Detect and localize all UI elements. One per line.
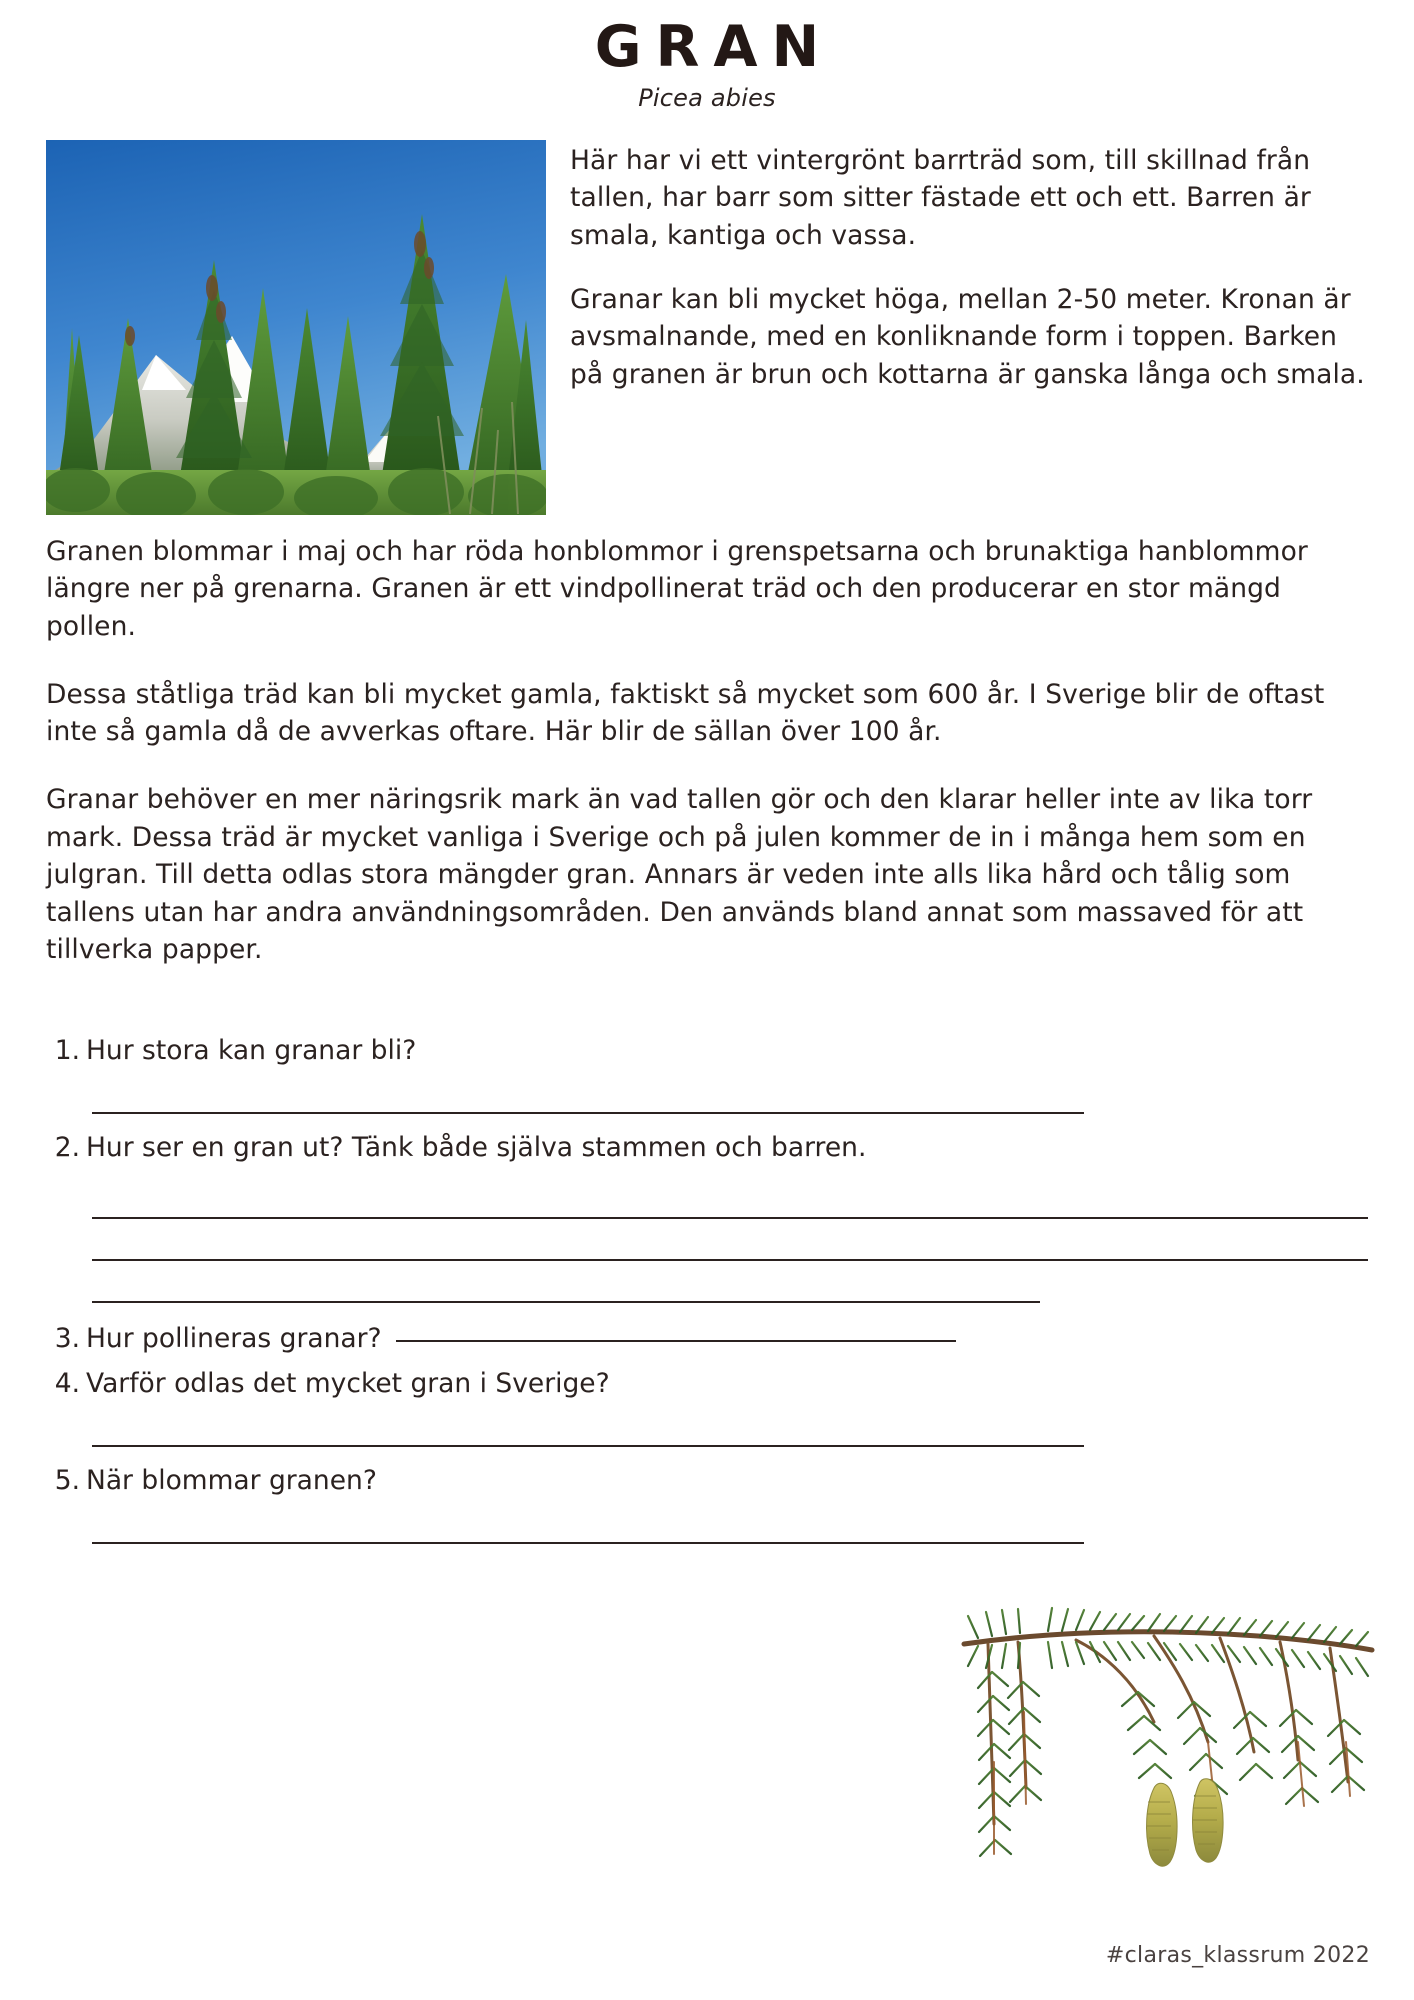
page-title: GRAN <box>594 14 834 80</box>
question-number-4: 4. <box>54 1368 80 1400</box>
answer-line-3-inline[interactable] <box>396 1340 956 1342</box>
question-number-3: 3. <box>54 1323 80 1355</box>
body-paragraph-4: Dessa ståtliga träd kan bli mycket gamla, faktiskt så mycket som 600 år. I Sverige blir de oftast inte så gamla då de avverkas oftare. Här blir de sällan över 100 år. <box>46 678 1325 748</box>
question-text-2: Hur ser en gran ut? Tänk både själva stammen och barren. <box>86 1132 867 1164</box>
question-item-5 <box>46 1465 1374 1496</box>
footer-credit: #claras_klassrum 2022 <box>1105 1943 1370 1968</box>
body-paragraph-3: Granen blommar i maj och har röda honblommor i grenspetsarna och brunaktiga hanblommor längre ner på grenarna. Granen är ett vindpollinerat träd och den producerar en stor mängd pollen. <box>46 535 1308 643</box>
spruce-branch-with-cones-photo <box>958 1592 1378 1877</box>
page-subtitle-latin-name: Picea abies <box>638 83 776 112</box>
intro-text-column <box>546 140 1370 394</box>
question-item-3 <box>46 1323 1374 1354</box>
question-number-1: 1. <box>54 1035 80 1067</box>
intro-paragraph-2: Granar kan bli mycket höga, mellan 2-50 meter. Kronan är avsmalnande, med en konliknande form i toppen. Barken på granen är brun och kottarna är ganska långa och smala. <box>570 283 1365 390</box>
page-header <box>0 0 1414 112</box>
question-text-4: Varför odlas det mycket gran i Sverige? <box>86 1368 610 1400</box>
answer-line-5-a[interactable] <box>92 1542 1084 1544</box>
questions-section <box>0 999 1414 1544</box>
question-number-2: 2. <box>54 1132 80 1164</box>
question-text-1: Hur stora kan granar bli? <box>86 1035 417 1067</box>
spruce-forest-photo <box>46 140 546 515</box>
question-number-5: 5. <box>54 1465 80 1497</box>
question-item-2 <box>46 1132 1374 1163</box>
question-item-1 <box>46 1035 1374 1066</box>
intro-section <box>0 112 1414 515</box>
body-text-section <box>0 515 1414 969</box>
intro-paragraph-1: Här har vi ett vintergrönt barrträd som, till skillnad från tallen, har barr som sitter fästade ett och ett. Barren är smala, kantiga och vassa. <box>570 144 1311 252</box>
question-item-4 <box>46 1368 1374 1399</box>
question-text-3: Hur pollineras granar? <box>86 1323 382 1355</box>
question-text-5: När blommar granen? <box>86 1465 377 1497</box>
body-paragraph-5: Granar behöver en mer näringsrik mark än vad tallen gör och den klarar heller inte av lika torr mark. Dessa träd är mycket vanliga i Sverige och på julen kommer de in i många hem som en julgran. Till detta odlas stora mängder gran. Annars är veden inte alls lika hård och tålig som tallens utan har andra användningsområden. Den används bland annat som massaved för att tillverka papper. <box>46 783 1313 966</box>
